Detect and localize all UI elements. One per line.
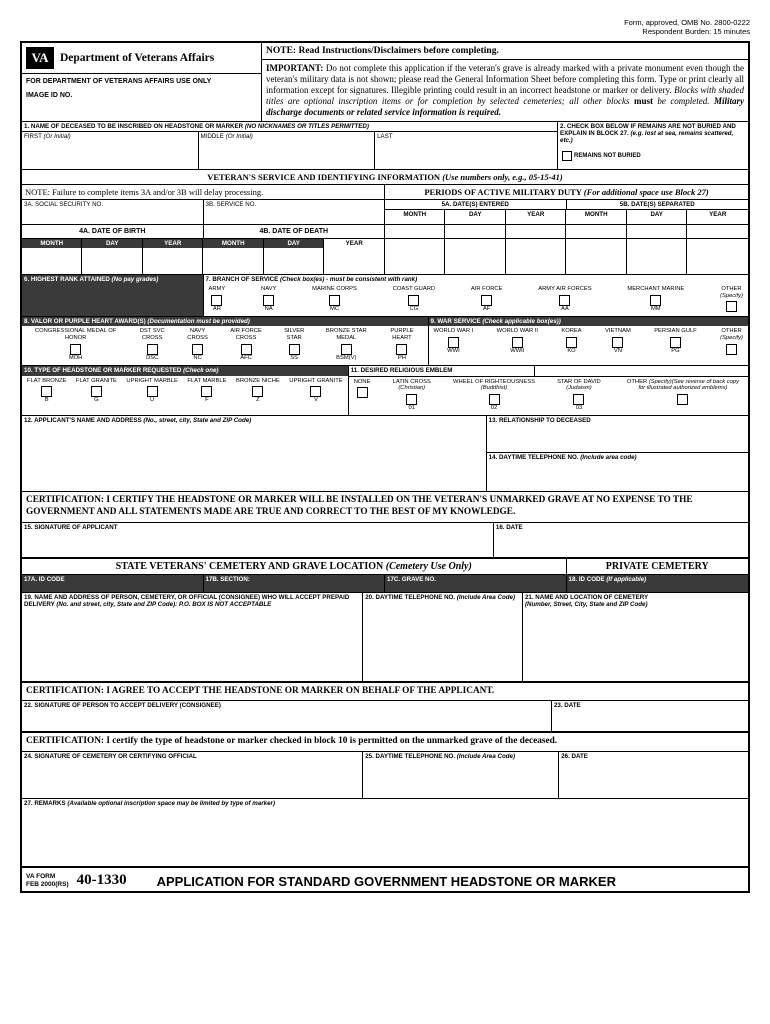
block17a-label: 17A. ID CODE	[24, 575, 65, 583]
block11-header-row	[349, 366, 748, 376]
important-must: must	[633, 95, 653, 106]
death-month-label: MONTH	[221, 239, 245, 247]
marker-bronze-niche[interactable]: BRONZE NICHE Z	[235, 377, 280, 404]
block4-values-row	[22, 248, 748, 274]
block11-title: 11. DESIRED RELIGIOUS EMBLEM	[349, 366, 535, 376]
block8-block9-row	[22, 316, 748, 365]
block2	[558, 122, 748, 169]
block16-title: 16. DATE	[495, 523, 523, 531]
important-italic-3: Military discharge documents or related service information is required.	[266, 95, 744, 117]
war-korea[interactable]: KOREA KO	[561, 328, 582, 355]
block18[interactable]	[567, 575, 749, 592]
header-row	[22, 43, 748, 121]
death-day-label: DAY	[287, 239, 300, 247]
certification-2: CERTIFICATION: I AGREE TO ACCEPT THE HEADSTONE OR MARKER ON BEHALF OF THE APPLICANT.	[22, 681, 748, 701]
block20[interactable]	[363, 593, 523, 681]
block13[interactable]	[487, 416, 748, 453]
block6-title: 6. HIGHEST RANK ATTAINED (No pay grades)	[24, 275, 159, 283]
emblem-none[interactable]: NONE	[351, 379, 374, 412]
block14-title: 14. DAYTIME TELEPHONE NO. (Include area code)	[488, 454, 637, 462]
block12[interactable]	[22, 416, 487, 491]
checkbox-icon[interactable]	[252, 386, 263, 397]
death-day-value[interactable]	[264, 248, 324, 274]
important-text: Do not complete this application if the veteran's grave is already marked with a private monument even though the veteran's military data is not shown; please read the General Information Sheet before completing this form. Type or print clearly all information except for signatures. Illegible printing could result in an incorrect headstone or marker or delivery.	[266, 62, 744, 95]
cemetery-banner-row	[22, 557, 748, 574]
entered2-year[interactable]	[506, 248, 567, 274]
checkbox-icon[interactable]	[566, 337, 577, 348]
block9	[429, 317, 748, 365]
valor-award-options	[22, 326, 428, 365]
separated2-month[interactable]	[566, 248, 626, 274]
death-year-label: YEAR	[345, 239, 363, 247]
form-number: 40-1330	[76, 871, 127, 888]
block10-block11-row	[22, 365, 748, 415]
birth-year-label: YEAR	[164, 239, 182, 247]
marker-flat-marble[interactable]: FLAT MARBLE F	[187, 377, 227, 404]
block19[interactable]	[22, 593, 363, 681]
branch-coast-guard[interactable]: COAST GUARD CG	[392, 285, 436, 312]
va-seal-icon: VA	[26, 47, 54, 69]
entered-year-label: YEAR	[527, 210, 545, 218]
birth-year-value[interactable]	[143, 248, 204, 274]
block5a	[385, 200, 567, 210]
entered-month-label: MONTH	[403, 210, 427, 218]
block17b-label: 17B. SECTION:	[205, 575, 250, 583]
block2-title: 2. CHECK BOX BELOW IF REMAINS ARE NOT BURIED AND EXPLAIN IN BLOCK 27. (e.g. lost at sea, remains scattered, etc.)	[560, 122, 736, 144]
award-purple-heart[interactable]: PURPLE HEART PH	[390, 328, 414, 361]
block1-title-text: 1. NAME OF DECEASED TO BE INSCRIBED ON HEADSTONE OR MARKER	[24, 122, 245, 130]
periods-title: PERIODS OF ACTIVE MILITARY DUTY (For additional space use Block 27)	[424, 186, 709, 197]
checkbox-icon[interactable]	[512, 337, 523, 348]
separated-year[interactable]	[687, 210, 748, 224]
block3b[interactable]	[204, 200, 386, 210]
emblem-star-of-david[interactable]: STAR OF DAVID (Judaism) 03	[557, 378, 601, 411]
death-year[interactable]	[324, 239, 385, 248]
block15-title: 15. SIGNATURE OF APPLICANT	[24, 523, 118, 531]
omb-line2: Respondent Burden: 15 minutes	[642, 27, 750, 37]
award-navy-cross[interactable]: NAVY CROSS NC	[187, 328, 208, 361]
birth-month-label: MONTH	[40, 239, 64, 247]
block10	[22, 366, 349, 415]
block19-21-row	[22, 592, 748, 681]
branch-air-force[interactable]: AIR FORCE AF	[470, 285, 503, 312]
block22-23-row	[22, 700, 748, 731]
service-banner-italic: (Use numbers only, e.g., 05-15-41)	[442, 171, 563, 182]
service-no-label: 3B. SERVICE NO.	[205, 200, 257, 208]
checkbox-icon[interactable]	[289, 344, 300, 355]
agency-name: Department of Veterans Affairs	[60, 51, 215, 64]
certification-3: CERTIFICATION: I certify the type of headstone or marker checked in block 10 is permitted on the unmarked grave of the deceased.	[22, 731, 748, 751]
checkbox-icon[interactable]	[489, 394, 500, 405]
block22-title: 22. SIGNATURE OF PERSON TO ACCEPT DELIVERY (CONSIGNEE)	[24, 702, 221, 710]
branch-army[interactable]: ARMY AR	[208, 285, 226, 312]
block1-block2-row	[22, 121, 748, 169]
header-right	[262, 43, 748, 121]
checkbox-icon[interactable]	[310, 386, 321, 397]
death-day[interactable]	[264, 239, 324, 248]
block15[interactable]	[22, 523, 494, 557]
birth-day-value[interactable]	[82, 248, 142, 274]
block26-title: 26. DATE	[561, 752, 588, 760]
death-month[interactable]	[203, 239, 263, 248]
checkbox-icon[interactable]	[147, 344, 158, 355]
marker-flat-bronze[interactable]: FLAT BRONZE B	[27, 377, 67, 404]
checkbox-icon[interactable]	[341, 344, 352, 355]
date-of-birth-label: 4A. DATE OF BIRTH	[79, 227, 146, 235]
checkbox-icon[interactable]	[670, 337, 681, 348]
checkbox-icon[interactable]	[677, 394, 688, 405]
form-title: APPLICATION FOR STANDARD GOVERNMENT HEADSTONE OR MARKER	[156, 873, 616, 889]
remains-not-buried-checkbox[interactable]	[558, 145, 748, 163]
block22[interactable]	[22, 701, 552, 731]
block20-title: 20. DAYTIME TELEPHONE NO. (Include Area Code)	[365, 593, 516, 601]
checkbox-icon[interactable]	[91, 386, 102, 397]
checkbox-icon[interactable]	[562, 151, 572, 161]
birth-month-value[interactable]	[22, 248, 82, 274]
war-vietnam[interactable]: VIETNAM VN	[605, 328, 631, 355]
checkbox-icon[interactable]	[573, 394, 584, 405]
important-label: IMPORTANT:	[266, 62, 324, 73]
field-last-name[interactable]	[375, 132, 557, 169]
block23-title: 23. DATE	[553, 702, 581, 710]
branch-merchant-marine[interactable]: MERCHANT MARINE MM	[627, 285, 685, 312]
block4b	[204, 225, 386, 238]
block17-18-row	[22, 574, 748, 592]
block3a-value[interactable]	[22, 210, 204, 224]
block19-title: 19. NAME AND ADDRESS OF PERSON, CEMETERY, OR OFFICIAL (CONSIGNEE) WHO WILL ACCEPT PREPAID DELIVERY (No. and street, city, State and ZIP Code): P.O. BOX IS NOT ACCEPTABLE	[24, 593, 350, 608]
block10-title: 10. TYPE OF HEADSTONE OR MARKER REQUESTED (Check one)	[22, 366, 348, 375]
block23[interactable]	[552, 701, 748, 731]
entered2-day[interactable]	[445, 248, 505, 274]
checkbox-icon[interactable]	[612, 337, 623, 348]
block3a[interactable]	[22, 200, 204, 210]
separated-day-label: DAY	[650, 210, 663, 218]
checkbox-icon[interactable]	[241, 344, 252, 355]
block16[interactable]	[494, 523, 748, 557]
death-year-value[interactable]	[324, 248, 385, 274]
checkbox-icon[interactable]	[726, 301, 737, 312]
entered-year[interactable]	[506, 210, 567, 224]
entered-day[interactable]	[445, 210, 505, 224]
checkbox-icon[interactable]	[481, 295, 492, 306]
block17c-label: 17C. GRAVE NO.	[387, 575, 437, 583]
entered2-month[interactable]	[385, 248, 445, 274]
last-name-label: LAST	[377, 132, 393, 140]
checkbox-icon[interactable]	[396, 344, 407, 355]
private-cemetery-banner: PRIVATE CEMETERY	[605, 560, 709, 572]
agency-banner	[22, 43, 261, 74]
block6[interactable]	[22, 275, 204, 316]
important-italic-2: be completed.	[652, 95, 714, 106]
block27[interactable]	[22, 798, 748, 866]
checkbox-icon[interactable]	[263, 295, 274, 306]
block12-title: 12. APPLICANT'S NAME AND ADDRESS (No., street, city, State and ZIP Code)	[24, 417, 252, 425]
service-banner	[22, 169, 748, 184]
checkbox-icon[interactable]	[41, 386, 52, 397]
war-world-war-ii[interactable]: WORLD WAR II WWII	[496, 328, 538, 355]
block26[interactable]	[559, 752, 748, 798]
separated2-year[interactable]	[687, 248, 748, 274]
note-3a3b: NOTE: Failure to complete items 3A and/or 3B will delay processing.	[22, 185, 385, 199]
block24-title: 24. SIGNATURE OF CEMETERY OR CERTIFYING OFFICIAL	[24, 752, 197, 760]
birth-year[interactable]	[143, 239, 204, 248]
block21-title: 21. NAME AND LOCATION OF CEMETERY (Number, Street, City, State and ZIP Code)	[524, 593, 649, 608]
separated-year-label: YEAR	[709, 210, 727, 218]
block24-26-row	[22, 751, 748, 798]
image-id-label: IMAGE ID NO.	[26, 91, 73, 99]
block13-title: 13. RELATIONSHIP TO DECEASED	[488, 417, 591, 425]
branch-of-service-options	[204, 284, 749, 316]
block17b[interactable]	[204, 575, 386, 592]
block5-subheaders	[22, 210, 748, 224]
checkbox-icon[interactable]	[201, 386, 212, 397]
separated-month[interactable]	[566, 210, 626, 224]
award-silver-star[interactable]: SILVER STAR SS	[284, 328, 305, 361]
block17c[interactable]	[385, 575, 567, 592]
war-service-options	[429, 326, 748, 358]
block1-fields	[22, 132, 557, 169]
block9-title: 9. WAR SERVICE (Check applicable box(es))	[429, 317, 748, 326]
important-italic-1: Blocks with shaded titles are optional inscription items or for completion by selected cemeteries; all other blocks	[266, 84, 744, 106]
checkbox-icon[interactable]	[70, 344, 81, 355]
marker-flat-granite[interactable]: FLAT GRANITE G	[75, 377, 117, 404]
entered-month[interactable]	[385, 210, 445, 224]
block17a[interactable]	[22, 575, 204, 592]
read-instructions-note: NOTE: Read Instructions/Disclaimers before completing.	[262, 43, 748, 60]
war-persian-gulf[interactable]: PERSIAN GULF PG	[654, 328, 697, 355]
certification-1: CERTIFICATION: I CERTIFY THE HEADSTONE OR MARKER WILL BE INSTALLED ON THE VETERAN'S UNMARKED GRAVE AT NO EXPENSE TO THE GOVERNMENT AND ALL STATEMENTS MADE ARE TRUE AND CORRECT TO THE BEST OF MY KNOWLEDGE.	[22, 491, 748, 521]
emblem-other[interactable]: OTHER (Specify)(See reverse of back copy for illustrated authorized emblems)	[620, 379, 746, 412]
form-footer	[22, 866, 748, 891]
block1-title	[22, 122, 557, 132]
block3-block5-row	[22, 199, 748, 210]
block21[interactable]	[523, 593, 748, 681]
block13-14	[487, 416, 748, 491]
emblem-latin-cross[interactable]: LATIN CROSS (Christian) 01	[392, 378, 431, 411]
checkbox-icon[interactable]	[408, 295, 419, 306]
field-middle-name[interactable]	[199, 132, 376, 169]
branch-other[interactable]: OTHER (Specify)	[717, 286, 746, 312]
birth-day[interactable]	[82, 239, 142, 248]
war-world-war-i[interactable]: WORLD WAR I WWI	[433, 328, 474, 355]
religious-emblem-options	[349, 377, 748, 416]
branch-marine-corps[interactable]: MARINE CORPS MC	[312, 285, 357, 312]
birth-month[interactable]	[22, 239, 82, 248]
marker-upright-granite[interactable]: UPRIGHT GRANITE V	[289, 377, 343, 404]
header-left	[22, 43, 262, 121]
separated-month-label: MONTH	[584, 210, 608, 218]
checkbox-icon[interactable]	[147, 386, 158, 397]
block3b-value[interactable]	[204, 210, 386, 224]
block7	[204, 275, 749, 316]
block1-title-italic: (NO NICKNAMES OR TITLES PERMITTED)	[244, 122, 369, 130]
entered-day-label: DAY	[468, 210, 482, 218]
service-banner-text: VETERAN'S SERVICE AND IDENTIFYING INFORMATION	[207, 171, 443, 182]
important-paragraph	[262, 60, 748, 121]
checkbox-icon[interactable]	[448, 337, 459, 348]
checkbox-icon[interactable]	[406, 394, 417, 405]
block11-title-spacer	[535, 366, 748, 376]
award-bronze-star-medal[interactable]: BRONZE STAR MEDAL BSM(V)	[325, 328, 367, 361]
note-periods-row	[22, 184, 748, 199]
branch-navy[interactable]: NAVY NA	[261, 285, 277, 312]
dates-entered-label: 5A. DATE(S) ENTERED	[385, 200, 566, 210]
block1	[22, 122, 558, 169]
checkbox-icon[interactable]	[192, 344, 203, 355]
state-cemetery-banner: STATE VETERANS' CEMETERY AND GRAVE LOCATION (Cemetery Use Only)	[22, 559, 567, 574]
va-form-40-1330	[20, 41, 750, 893]
block27-title: 27. REMARKS (Available optional inscription space may be limited by type of marker)	[24, 799, 276, 807]
checkbox-icon[interactable]	[357, 387, 368, 398]
field-first-name[interactable]	[22, 132, 199, 169]
block8	[22, 317, 429, 365]
marker-upright-marble[interactable]: UPRIGHT MARBLE U	[126, 377, 178, 404]
block12-14-row	[22, 415, 748, 491]
checkbox-icon[interactable]	[650, 295, 661, 306]
checkbox-icon[interactable]	[329, 295, 340, 306]
death-month-value[interactable]	[203, 248, 263, 274]
date-of-death-label: 4B. DATE OF DEATH	[259, 227, 329, 235]
omb-line1: Form, approved, OMB No. 2800-0222	[624, 18, 750, 27]
block25[interactable]	[363, 752, 559, 798]
block15-16-row	[22, 522, 748, 557]
ssn-label: 3A. SOCIAL SECURITY NO.	[24, 200, 104, 208]
block4a	[22, 225, 204, 238]
block4-subheaders	[22, 238, 748, 248]
block5b	[567, 200, 749, 210]
award-medal-of-honor[interactable]: CONGRESSIONAL MEDAL OF HONOR MOH	[34, 328, 117, 361]
block25-title: 25. DAYTIME TELEPHONE NO. (Include Area Code)	[365, 752, 516, 760]
block14[interactable]	[487, 453, 748, 491]
remains-not-buried-label: REMAINS NOT BURIED	[574, 152, 641, 159]
dates-separated-label: 5B. DATE(S) SEPARATED	[567, 200, 749, 210]
award-air-force-cross[interactable]: AIR FORCE CROSS AFC	[230, 328, 262, 361]
emblem-wheel-of-righteousness[interactable]: WHEEL OF RIGHTEOUSNESS (Buddhist) 02	[453, 378, 535, 411]
block11	[349, 366, 748, 415]
middle-name-label: MIDDLE (Or Initial)	[200, 132, 253, 140]
checkbox-icon[interactable]	[726, 344, 737, 355]
branch-army-air-forces[interactable]: ARMY AIR FORCES AA	[538, 285, 592, 312]
war-other[interactable]: OTHER (Specify)	[717, 328, 746, 354]
block6-block7-row	[22, 274, 748, 316]
award-dst-svc-cross[interactable]: DST SVC CROSS DSC	[139, 328, 165, 361]
block24[interactable]	[22, 752, 363, 798]
omb-notice	[20, 18, 750, 37]
block18-label: 18. ID CODE (If applicable)	[568, 575, 647, 583]
block7-title: 7. BRANCH OF SERVICE (Check box(es) - must be consistent with rank)	[205, 275, 418, 283]
first-name-label: FIRST (Or Initial)	[24, 132, 71, 140]
birth-day-label: DAY	[105, 239, 119, 247]
va-form-label: VA FORM FEB 2000(RS)	[26, 873, 69, 889]
separated2-day[interactable]	[627, 248, 687, 274]
block4-row	[22, 224, 748, 238]
block8-title: 8. VALOR OR PURPLE HEART AWARD(S) (Documentation must be provided)	[22, 317, 428, 326]
dept-use-only-label: FOR DEPARTMENT OF VETERANS AFFAIRS USE ONLY	[26, 77, 212, 85]
separated-day[interactable]	[627, 210, 687, 224]
checkbox-icon[interactable]	[559, 295, 570, 306]
marker-type-options	[22, 376, 348, 408]
checkbox-icon[interactable]	[211, 295, 222, 306]
